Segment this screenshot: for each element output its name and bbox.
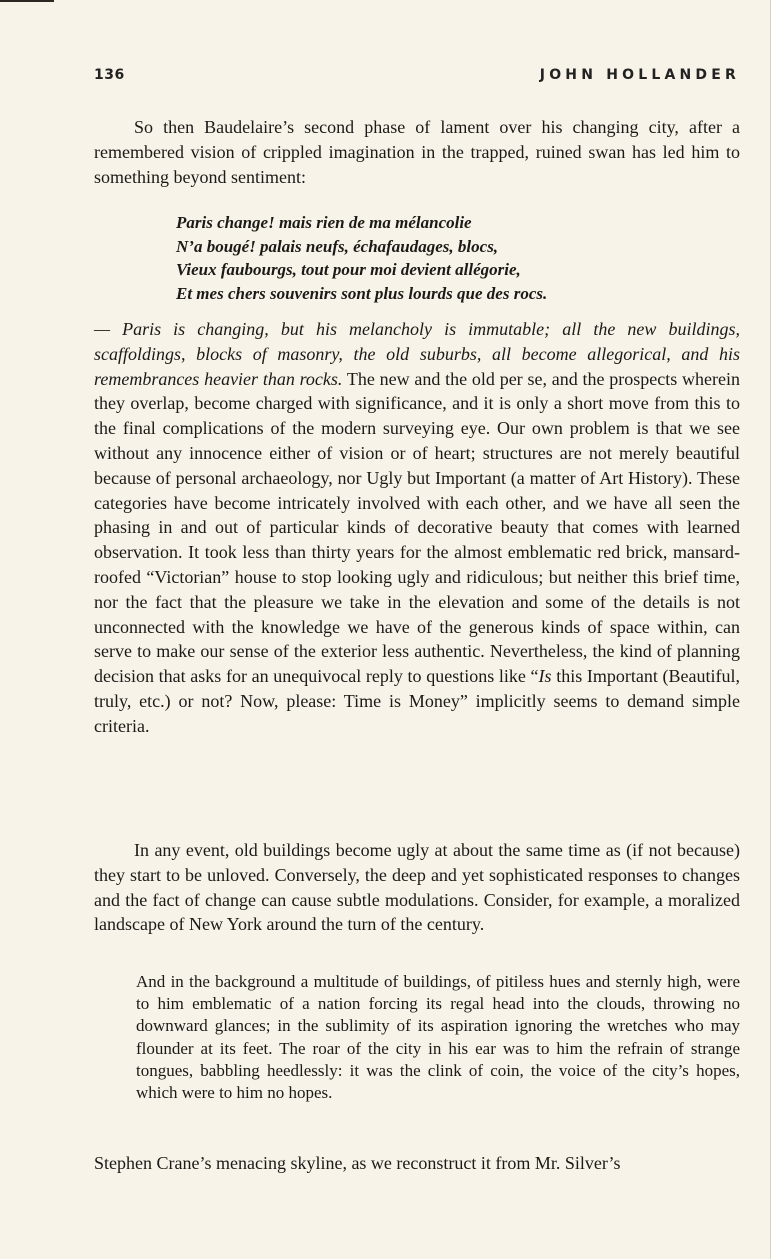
verse-line: N’a bougé! palais neufs, échafaudages, blocs, [176, 236, 499, 256]
italic-is: Is [538, 666, 552, 687]
translation-italic: — Paris is changing, but his melancholy is immutable; all the new buildings, scaffoldings, blocks of masonry, the old suburbs, all become allegorical, and his remembrances heavier than rocks. [94, 319, 740, 389]
running-head [94, 67, 740, 87]
verse-line: Et mes chers souvenirs sont plus lourds que des rocs. [176, 283, 548, 303]
paragraph-intro: So then Baudelaire’s second phase of lament over his changing city, after a remembered vision of crippled imagination in the trapped, ruined swan has led him to something beyond sentiment: [94, 117, 740, 187]
verse-quotation [176, 211, 696, 305]
block-quote: And in the background a multitude of buildings, of pitiless hues and sternly high, were to him emblematic of a nation forcing its regal head into the clouds, throwing no downward glances; in the sublimity of its aspiration ignoring the wretches who may flounder at its feet. The roar of the city in his ear was to him the refrain of strange tongues, babbling heedlessly: it was the clink of coin, the voice of the city’s hopes, which were to him no hopes. [136, 972, 740, 1103]
paragraph-text: The new and the old per se, and the prospects wherein they overlap, become charged with significance, and it is only a short move from this to the final complications of the modern surveying eye. Our own problem is that we see without any innocence either of vision or of heart; structures are not merely beautiful because of personal archaeology, nor Ugly but Important (a matter of Art History). These categories have become intricately involved with each other, and we have all seen the phasing in and out of particular kinds of decorative beauty that comes with learned observation. It took less than thirty years for the almost emblematic red brick, mansard-roofed “Victorian” house to stop looking ugly and ridiculous; but neither this brief time, nor the fact that the pleasure we take in the elevation and some of the details is not unconnected with the knowledge we have of the generous kinds of space within, can serve to make our sense of the exterior less authentic. Nevertheless, the kind of planning decision that asks for an unequivocal reply to questions like “ [94, 368, 740, 687]
verse-line: Vieux faubourgs, tout pour moi devient allégorie, [176, 260, 521, 280]
paragraph-translation [94, 317, 740, 739]
running-title: JOHN HOLLANDER [539, 67, 740, 83]
paragraph-old-buildings: In any event, old buildings become ugly at about the same time as (if not because) they start to be unloved. Conversely, the deep and yet sophisticated responses to changes and the fact of change can cause subtle modulations. Consider, for example, a moralized landscape of New York around the turn of the century. [94, 840, 740, 935]
verse-line: Paris change! mais rien de ma mélancolie [176, 213, 472, 232]
page-number: 136 [94, 67, 125, 83]
paragraph-text-end: this Important (Beautiful, truly, etc.) or not? Now, please: Time is Money” implicitly seems to demand simple criteria. [94, 666, 741, 736]
paragraph-crane: Stephen Crane’s menacing skyline, as we reconstruct it from Mr. Silver’s [94, 1153, 621, 1173]
edge-rule [0, 0, 54, 2]
